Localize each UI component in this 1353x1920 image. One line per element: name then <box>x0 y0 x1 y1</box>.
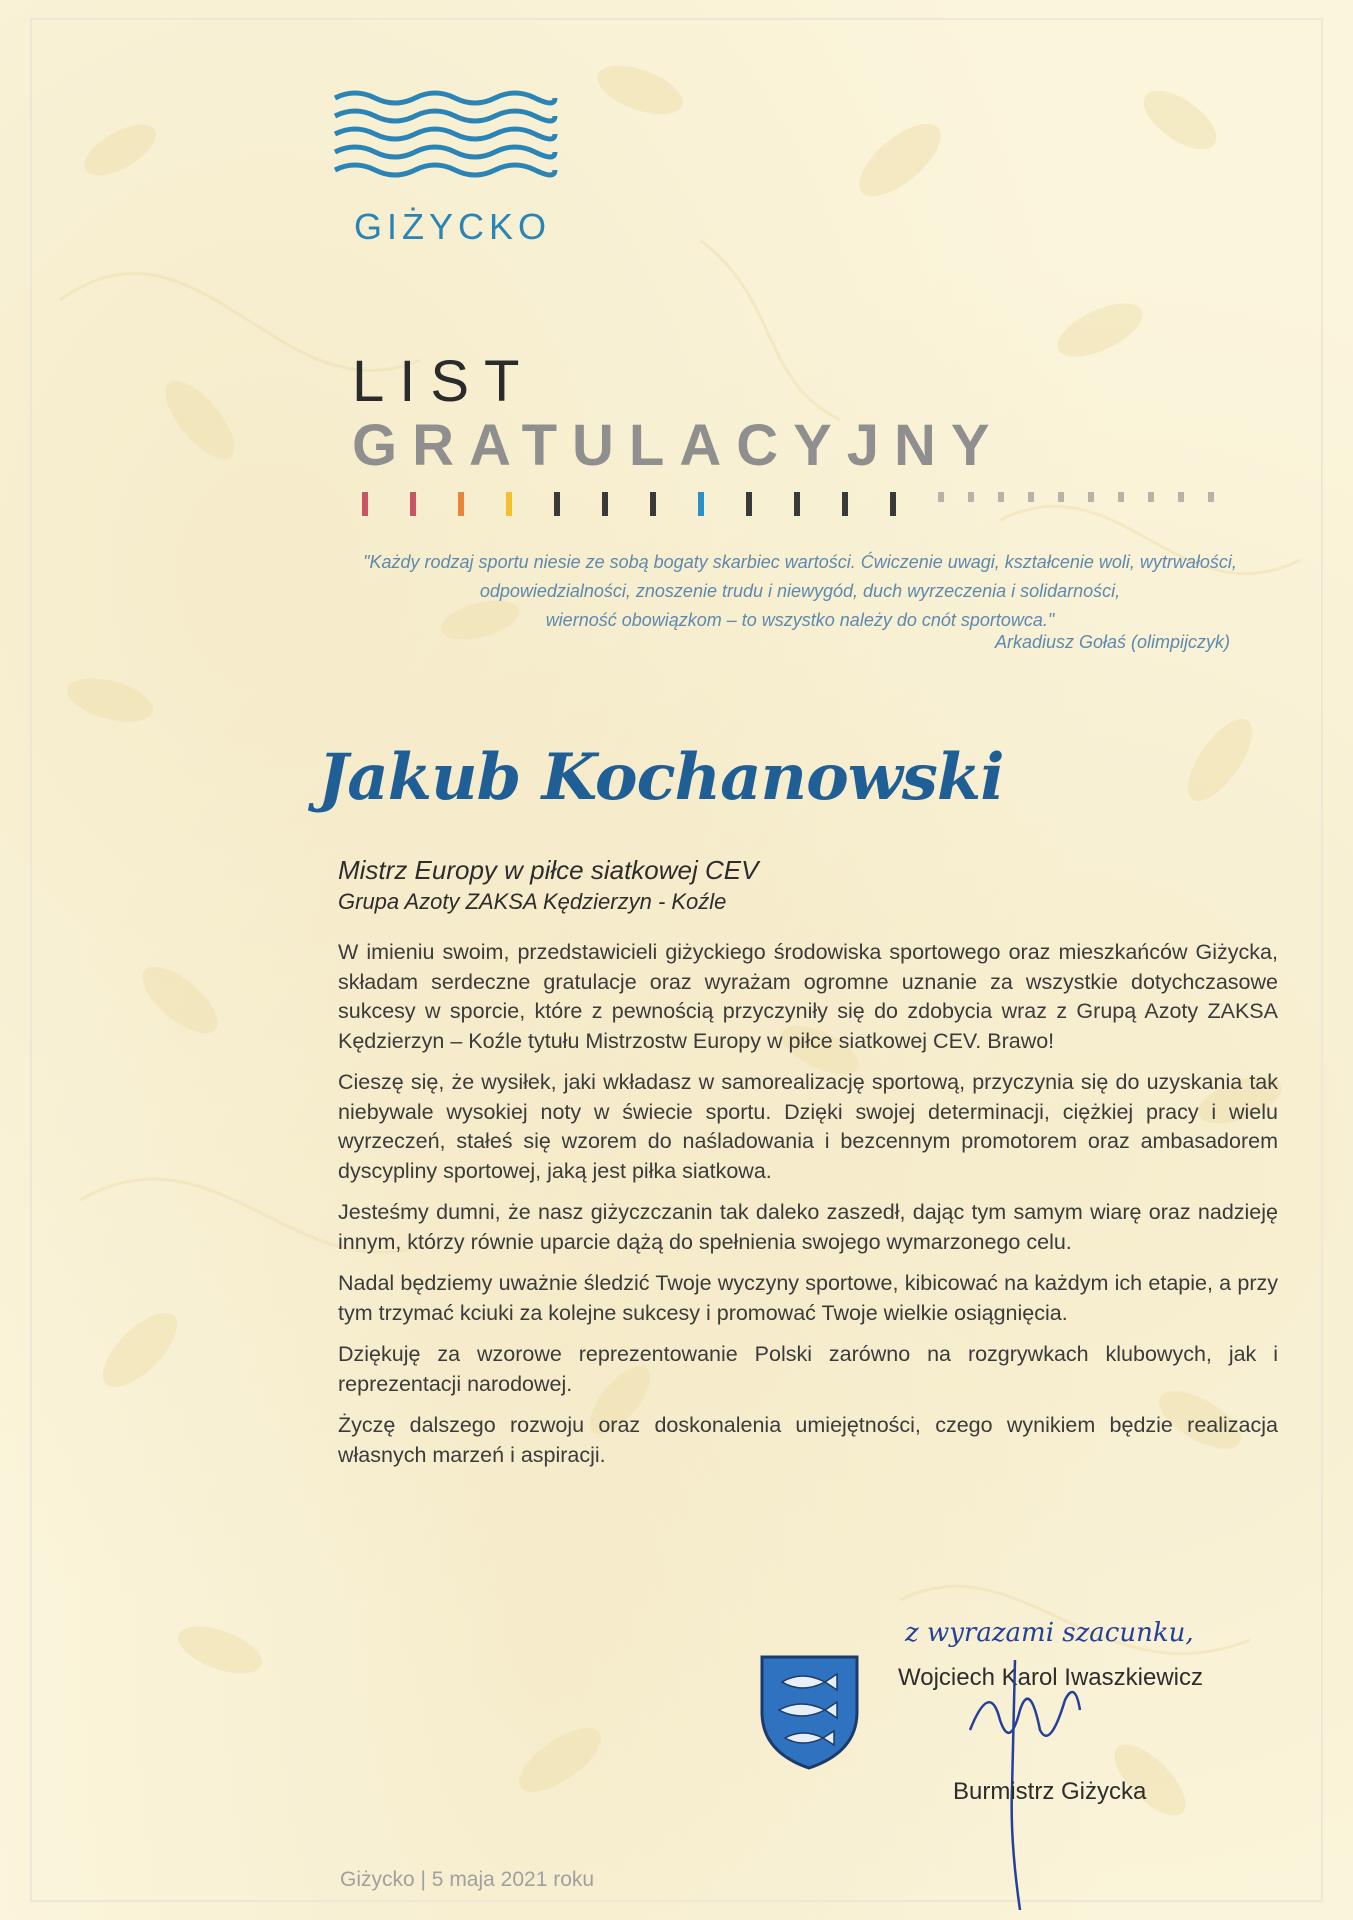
body-paragraph: Życzę dalszego rozwoju oraz doskonalenia umiejętności, czego wynikiem będzie realizacja własnych marzeń i aspiracji. <box>338 1413 1278 1467</box>
body-paragraph: Cieszę się, że wysiłek, jaki wkładasz w samorealizację sportową, przyczynia się do uzyskania tak niebywale wysokiej noty w świecie sportu. Dzięki swojej determinacji, ciężkiej pracy i wielu wyrzeczeń, stałeś się wzorem do naśladowania i bezcennym promotorem oraz ambasadorem dyscypliny sportowej, jaką jest piłka siatkowa. <box>338 1070 1278 1183</box>
signer-role: Burmistrz Giżycka <box>953 1778 1147 1805</box>
color-bar <box>842 492 848 516</box>
body-paragraph: W imieniu swoim, przedstawicieli giżyckiego środowiska sportowego oraz mieszkańców Giżycka, składam serdeczne gratulacje oraz wyrażam ogromne uznanie za wszystkie dotychczasowe sukcesy w sporcie, które z pewnością przyczyniły się do zdobycia wraz z Grupą Azoty ZAKSA Kędzierzyn – Koźle tytułu Mistrzostw Europy w piłce siatkowej CEV. Brawo! <box>338 940 1278 1053</box>
color-bars-decoration <box>362 492 1292 522</box>
color-bar <box>746 492 752 516</box>
footer-place-date: Giżycko | 5 maja 2021 roku <box>340 1868 595 1891</box>
title-line-1: LIST <box>352 349 535 414</box>
body-paragraph: Jesteśmy dumni, że nasz giżyczczanin tak daleko zaszedł, dając tym samym wiarę oraz nadzieję innym, którzy równie uparcie dążą do spełnienia swojego wymarzonego celu. <box>338 1200 1278 1254</box>
color-bar <box>794 492 800 516</box>
color-bar <box>506 492 512 516</box>
color-bar-fade <box>968 492 974 502</box>
handwritten-note: z wyrazami szacunku, <box>905 1618 1194 1648</box>
color-bar <box>890 492 896 516</box>
recipient-title: Mistrz Europy w piłce siatkowej CEV <box>338 855 759 885</box>
recipient-name: Jakub Kochanowski <box>318 740 1004 815</box>
recipient-club: Grupa Azoty ZAKSA Kędzierzyn - Koźle <box>338 889 727 914</box>
color-bar <box>698 492 704 516</box>
color-bar-fade <box>1148 492 1154 502</box>
color-bar-fade <box>1088 492 1094 502</box>
title-line-2: GRATULACYJNY <box>352 413 1005 478</box>
color-bar <box>650 492 656 516</box>
quote-line-2: odpowiedzialności, znoszenie trudu i niewygód, duch wyrzeczenia i solidarności, <box>479 581 1121 601</box>
body-paragraph: Nadal będziemy uważnie śledzić Twoje wyczyny sportowe, kibicować na każdym ich etapie, a przy tym trzymać kciuki za kolejne sukcesy i promować Twoje wielkie osiągnięcia. <box>338 1271 1278 1325</box>
color-bar <box>362 492 368 516</box>
signer-name: Wojciech Karol Iwaszkiewicz <box>898 1664 1203 1691</box>
color-bar <box>410 492 416 516</box>
color-bar-fade <box>1058 492 1064 502</box>
color-bar-fade <box>998 492 1004 502</box>
quote-line-3: wierność obowiązkom – to wszystko należy do cnót sportowca." <box>545 610 1055 630</box>
quote-author: Arkadiusz Gołaś (olimpijczyk) <box>994 632 1230 652</box>
quote-line-1: "Każdy rodzaj sportu niesie ze sobą bogaty skarbiec wartości. Ćwiczenie uwagi, kształcenie woli, wytrwałości, <box>363 552 1237 572</box>
color-bar-fade <box>1178 492 1184 502</box>
letter-body <box>338 938 1278 1482</box>
quote <box>330 548 1270 635</box>
waves-icon <box>330 88 560 198</box>
color-bar-fade <box>1208 492 1214 502</box>
color-bar-fade <box>938 492 944 502</box>
body-paragraph: Dziękuję za wzorowe reprezentowanie Polski zarówno na rozgrywkach klubowych, jak i reprezentacji narodowej. <box>338 1342 1278 1396</box>
color-bar-fade <box>1118 492 1124 502</box>
color-bar <box>602 492 608 516</box>
coat-of-arms-icon <box>757 1652 862 1772</box>
color-bar-fade <box>1028 492 1034 502</box>
color-bar <box>554 492 560 516</box>
logo-text: GIŻYCKO <box>353 206 552 247</box>
color-bar <box>458 492 464 516</box>
